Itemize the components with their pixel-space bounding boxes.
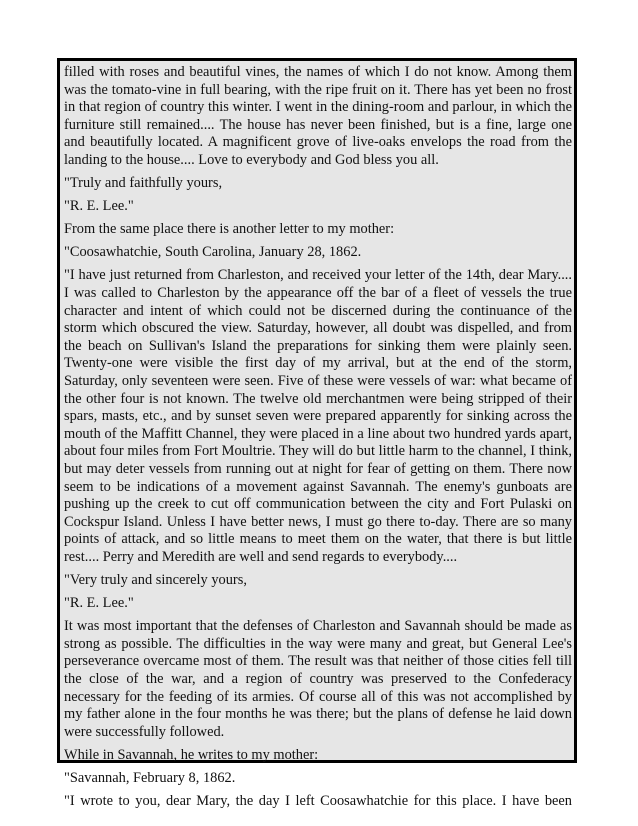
paragraph-charleston-letter: "I have just returned from Charleston, and received your letter of the 14th, dear Mary.... I was called to Charleston by the appearance off the bar of a fleet of vessels the true character and intent of which could not be discerned during the continuance of the storm which obscured the view. Saturday, however, all doubt was dispelled, and from the beach on Sullivan's Island the preparations for sinking them were plainly seen. Twenty-one were visible the first day of my arrival, but at the end of the storm, Saturday, only seventeen were seen. Five of these were vessels of war: what became of the other four is not known. The twelve old merchantmen were being stripped of their spars, masts, etc., and by sunset seven were prepared apparently for sinking across the mouth of the Maffitt Channel, they were placed in a line about two hundred yards apart, about four miles from Fort Moultrie. They will do but little harm to the channel, I think, but may deter vessels from running out at night for fear of getting on them. There now seem to be indications of a movement against Savannah. The enemy's gunboats are pushing up the creek to cut off communication between the city and Fort Pulaski on Cockspur Island. Unless I have better news, I must go there to-day. There are so many points of attack, and so little means to meet them on the water, that there is but little rest.... Perry and Meredith are well and send regards to everybody....	[64, 267, 572, 565]
paragraph-intro-letter: From the same place there is another letter to my mother:	[64, 221, 395, 238]
letter-dateline-savannah: "Savannah, February 8, 1862.	[64, 769, 236, 786]
document-body	[60, 61, 574, 811]
signature-re-lee: "R. E. Lee."	[64, 198, 134, 215]
signature-re-lee-2: "R. E. Lee."	[64, 595, 134, 612]
page-frame	[57, 58, 577, 810]
paragraph-defenses: It was most important that the defenses of Charleston and Savannah should be made as strong as possible. The difficulties in the way were many and great, but General Lee's perseverance overcame most of them. The result was that neither of those cities fell till the close of the war, and a region of country was preserved to the Confederacy necessary for the feeding of its armies. Of course all of this was not accomplished by my father alone in the four months he was there; but the plans of defense he laid down were successfully followed.	[64, 618, 572, 740]
closing-truly-yours: "Truly and faithfully yours,	[64, 175, 223, 192]
paragraph-savannah-letter: "I wrote to you, dear Mary, the day I left Coosawhatchie for this place. I have been	[64, 793, 572, 810]
paragraph-roses: filled with roses and beautiful vines, the names of which I do not know. Among them was the tomato-vine in full bearing, with the ripe fruit on it. There has yet been no frost in that region of country this winter. I went in the dining-room and parlour, in which the furniture still remained.... The house has never been finished, but is a fine, large one and beautifully located. A magnificent grove of live-oaks envelops the road from the landing to the house.... Love to everybody and God bless you all.	[64, 64, 572, 168]
closing-very-truly-yours: "Very truly and sincerely yours,	[64, 572, 247, 589]
paragraph-savannah-intro: While in Savannah, he writes to my mother:	[64, 746, 319, 763]
letter-dateline-coosawhatchie: "Coosawhatchie, South Carolina, January 28, 1862.	[64, 244, 362, 261]
